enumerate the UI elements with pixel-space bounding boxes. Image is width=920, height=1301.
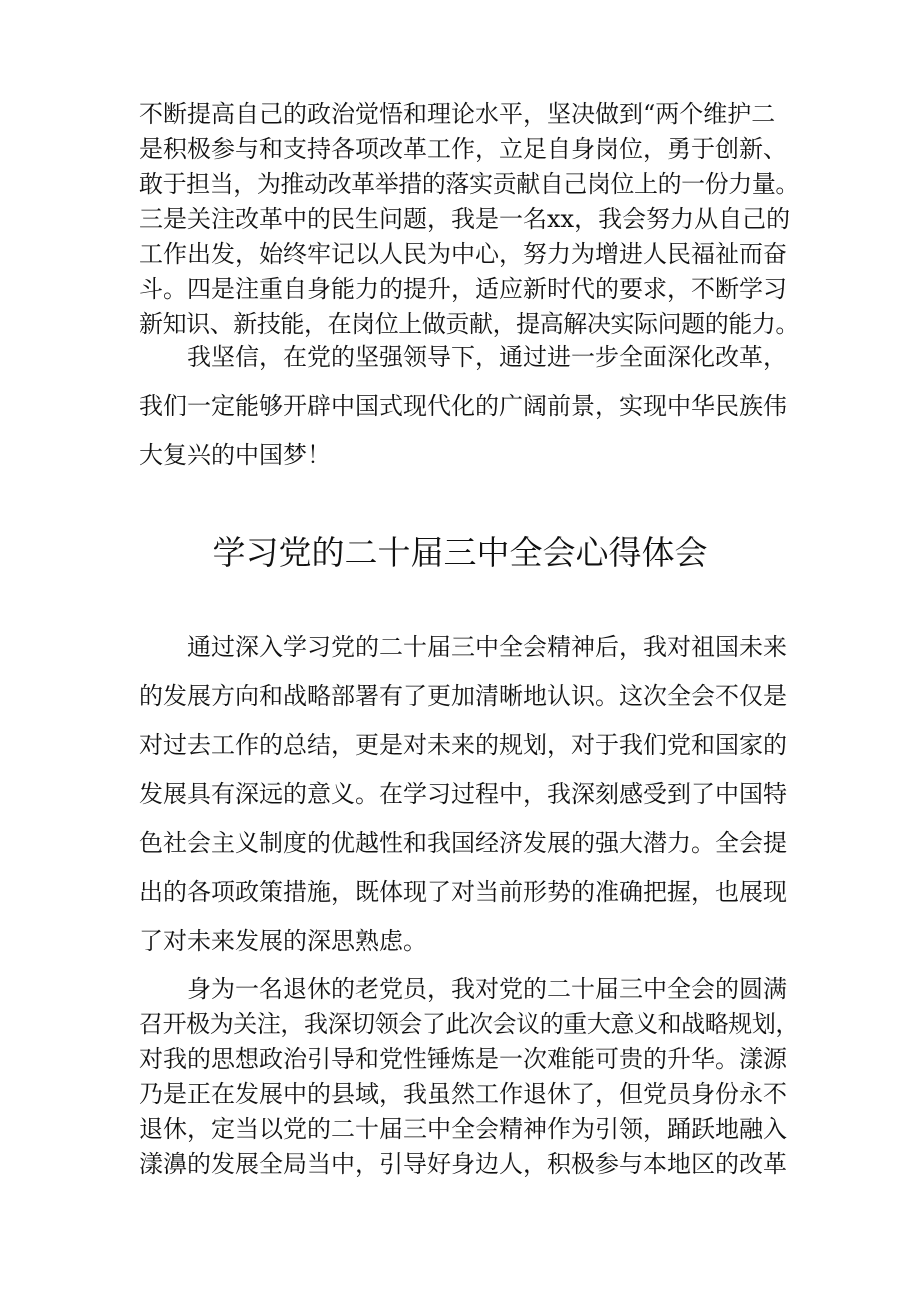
text-line: 退休，定当以党的二十届三中全会精神作为引领，踊跃地融入	[139, 1115, 787, 1143]
article-paragraph-1	[139, 623, 799, 966]
text-line: 了对未来发展的深思熟虑。	[139, 927, 427, 955]
text-line: 发展具有深远的意义。在学习过程中，我深刻感受到了中国特	[139, 780, 787, 808]
text-line: 工作出发，始终牢记以人民为中心，努力为增进人民福祉而奋	[139, 240, 787, 268]
text-line: 乃是正在发展中的县域，我虽然工作退休了，但党员身份永不	[139, 1080, 787, 1108]
text-line: 召开极为关注，我深切领会了此次会议的重大意义和战略规划，	[139, 1010, 799, 1038]
closing-paragraph	[139, 333, 799, 480]
text-line: 大复兴的中国梦！	[139, 441, 331, 469]
article-title: 学习党的二十届三中全会心得体会	[212, 533, 708, 572]
text-line: 出的各项政策措施，既体现了对当前形势的准确把握，也展现	[139, 878, 787, 906]
article-paragraph-2	[139, 972, 799, 1182]
text-line: 不断提高自己的政治觉悟和理论水平，坚决做到“两个维护二	[139, 100, 776, 128]
text-line: 漾濞的发展全局当中，引导好身边人，积极参与本地区的改革	[139, 1150, 787, 1178]
continued-paragraph	[139, 97, 799, 342]
text-line: 我们一定能够开辟中国式现代化的广阔前景，实现中华民族伟	[139, 392, 787, 420]
text-line: 敢于担当，为推动改革举措的落实贡献自己岗位上的一份力量。	[139, 170, 799, 198]
text-line: 的发展方向和战略部署有了更加清晰地认识。这次全会不仅是	[139, 682, 787, 710]
text-line: 是积极参与和支持各项改革工作，立足自身岗位，勇于创新、	[139, 135, 787, 163]
text-line: 通过深入学习党的二十届三中全会精神后，我对祖国未来	[187, 633, 787, 661]
text-line: 斗。四是注重自身能力的提升，适应新时代的要求，不断学习	[139, 275, 787, 303]
text-line: 新知识、新技能，在岗位上做贡献，提高解决实际问题的能力。	[139, 310, 799, 338]
text-line: 我坚信，在党的坚强领导下，通过进一步全面深化改革，	[187, 343, 787, 371]
text-line: 色社会主义制度的优越性和我国经济发展的强大潜力。全会提	[139, 829, 787, 857]
text-line: 三是关注改革中的民生问题，我是一名xx，我会努力从自己的	[139, 205, 791, 233]
text-line: 对过去工作的总结，更是对未来的规划，对于我们党和国家的	[139, 731, 787, 759]
text-line: 对我的思想政治引导和党性锤炼是一次难能可贵的升华。漾源	[139, 1045, 787, 1073]
text-line: 身为一名退休的老党员，我对党的二十届三中全会的圆满	[187, 975, 787, 1003]
